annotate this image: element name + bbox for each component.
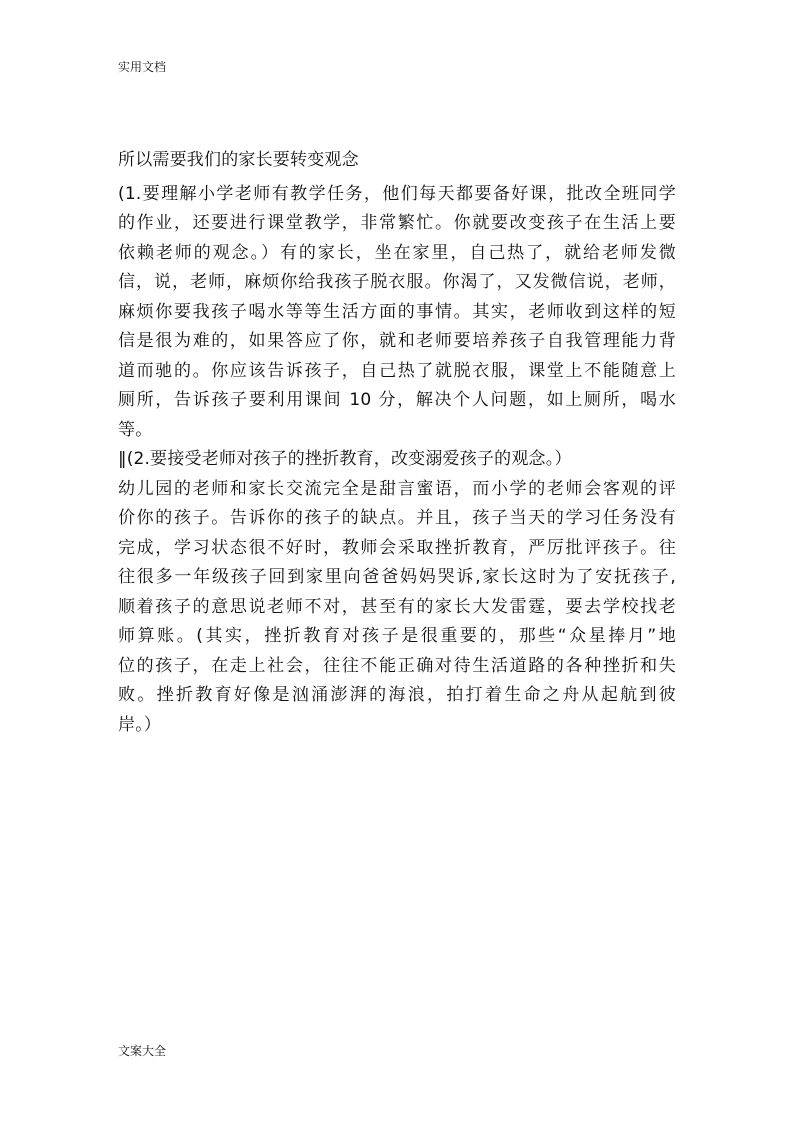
paragraph-line: 位的孩子，在走上社会，往往不能正确对待生活道路的各种挫折和失 [118, 655, 676, 676]
paragraph-line: 师算账。(其实，挫折教育对孩子是很重要的，那些“众星捧月”地 [118, 626, 676, 646]
paragraph-line: 价你的孩子。告诉你的孩子的缺点。并且，孩子当天的学习任务没有 [118, 508, 676, 528]
paragraph-1 [118, 180, 676, 446]
paragraph-line: 岸。） [118, 714, 162, 735]
paragraph-line: 等。 [118, 419, 153, 440]
paragraph-line: 的作业，还要进行课堂教学，非常繁忙。你就要改变孩子在生活上要 [118, 213, 676, 233]
section-heading: 所以需要我们的家长要转变观念 [118, 150, 359, 170]
page-footer: 文案大全 [118, 1044, 167, 1058]
paragraph-line: 信，说，老师，麻烦你给我孩子脱衣服。你渴了，又发微信说，老师， [118, 272, 676, 292]
paragraph-line: 麻烦你要我孩子喝水等等生活方面的事情。其实，老师收到这样的短 [118, 301, 676, 322]
paragraph-line: 幼儿园的老师和家长交流完全是甜言蜜语，而小学的老师会客观的评 [118, 478, 676, 499]
paragraph-line: 往很多一年级孩子回到家里向爸爸妈妈哭诉,家长这时为了安抚孩子, [118, 567, 676, 587]
paragraph-line: 完成，学习状态很不好时，教师会采取挫折教育，严厉批评孩子。往 [118, 537, 676, 558]
paragraph-line: 顺着孩子的意思说老师不对，甚至有的家长大发雷霆，要去学校找老 [118, 596, 676, 617]
paragraph-line: 信是很为难的，如果答应了你，就和老师要培养孩子自我管理能力背 [118, 331, 676, 351]
subsection-heading: ‖(2.要接受老师对孩子的挫折教育，改变溺爱孩子的观念。） [118, 449, 572, 469]
paragraph-2 [118, 475, 676, 741]
paragraph-line: 败。挫折教育好像是汹涌澎湃的海浪，拍打着生命之舟从起航到彼 [118, 685, 676, 705]
paragraph-line: 厕所，告诉孩子要利用课间 10 分，解决个人问题，如上厕所，喝水 [118, 390, 676, 410]
page-header: 实用文档 [118, 60, 167, 74]
document-body [118, 146, 676, 740]
paragraph-line: 依赖老师的观念。）有的家长，坐在家里，自己热了，就给老师发微 [118, 242, 676, 263]
paragraph-line: (1.要理解小学老师有教学任务，他们每天都要备好课，批改全班同学 [118, 183, 676, 204]
paragraph-line: 道而驰的。你应该告诉孩子，自己热了就脱衣服，课堂上不能随意上 [118, 360, 676, 381]
